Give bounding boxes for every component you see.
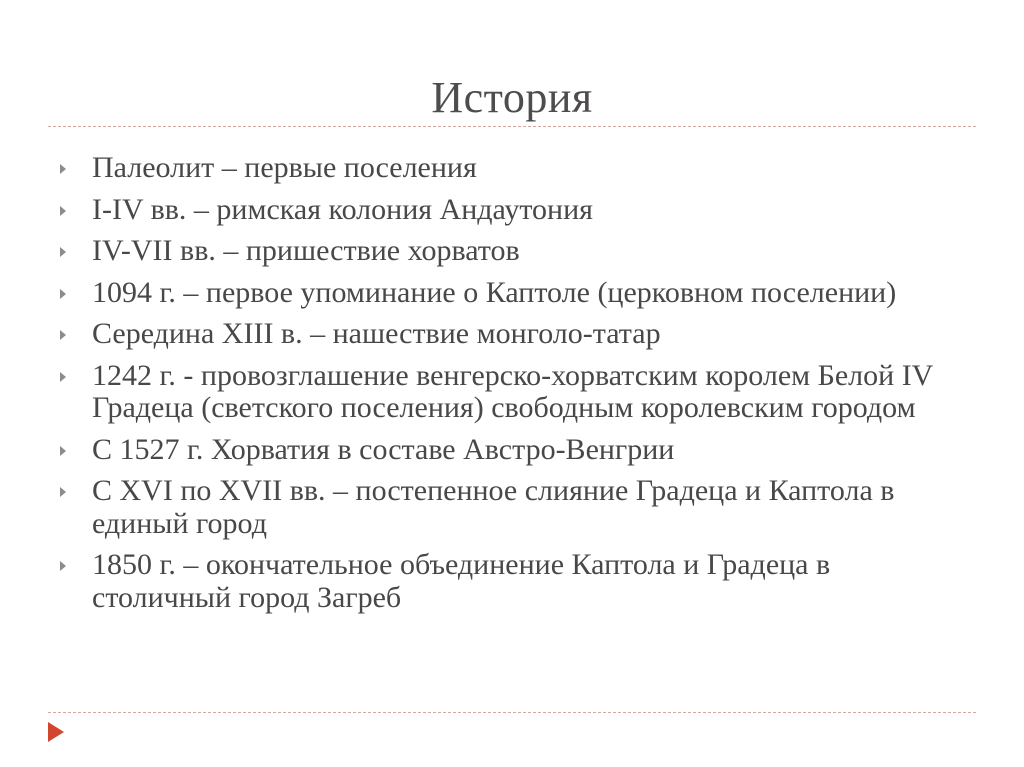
list-item-text: 1850 г. – окончательное объединение Каптола и Градеца в столичный город Загреб [92, 548, 831, 614]
list-item-text: 1242 г. - провозглашение венгерско-хорватским королем Белой IV Градеца (светского поселения) свободным королевским городом [92, 358, 933, 424]
list-item-text: С 1527 г. Хорватия в составе Австро-Венгрии [92, 432, 675, 466]
triangle-bullet-icon [60, 206, 66, 216]
list-item [60, 194, 960, 227]
list-item-text: Палеолит – первые поселения [92, 151, 477, 184]
triangle-arrow-icon [48, 722, 64, 742]
list-item [60, 475, 960, 540]
triangle-bullet-icon [60, 330, 66, 340]
bullet-list [60, 152, 960, 623]
triangle-bullet-icon [60, 446, 66, 456]
list-item [60, 152, 960, 185]
title-divider [48, 126, 976, 127]
list-item-text: 1094 г. – первое упоминание о Каптоле (церковном поселении) [92, 275, 897, 309]
triangle-bullet-icon [60, 289, 66, 299]
list-item-text: IV-VII вв. – пришествие хорватов [92, 234, 520, 267]
list-item [60, 434, 960, 467]
triangle-bullet-icon [60, 372, 66, 382]
triangle-bullet-icon [60, 247, 66, 257]
list-item-text: I-IV вв. – римская колония Андаутония [92, 192, 593, 226]
footer-divider [48, 712, 976, 713]
list-item [60, 318, 960, 351]
list-item [60, 549, 960, 614]
triangle-bullet-icon [60, 561, 66, 571]
list-item [60, 360, 960, 425]
list-item [60, 235, 960, 268]
triangle-bullet-icon [60, 164, 66, 174]
list-item [60, 277, 960, 310]
list-item-text: С XVI по XVII вв. – постепенное слияние Градеца и Каптола в единый город [92, 474, 895, 540]
slide-title: История [431, 73, 593, 122]
list-item-text: Середина XIII в. – нашествие монголо-татар [92, 317, 661, 350]
triangle-bullet-icon [60, 487, 66, 497]
